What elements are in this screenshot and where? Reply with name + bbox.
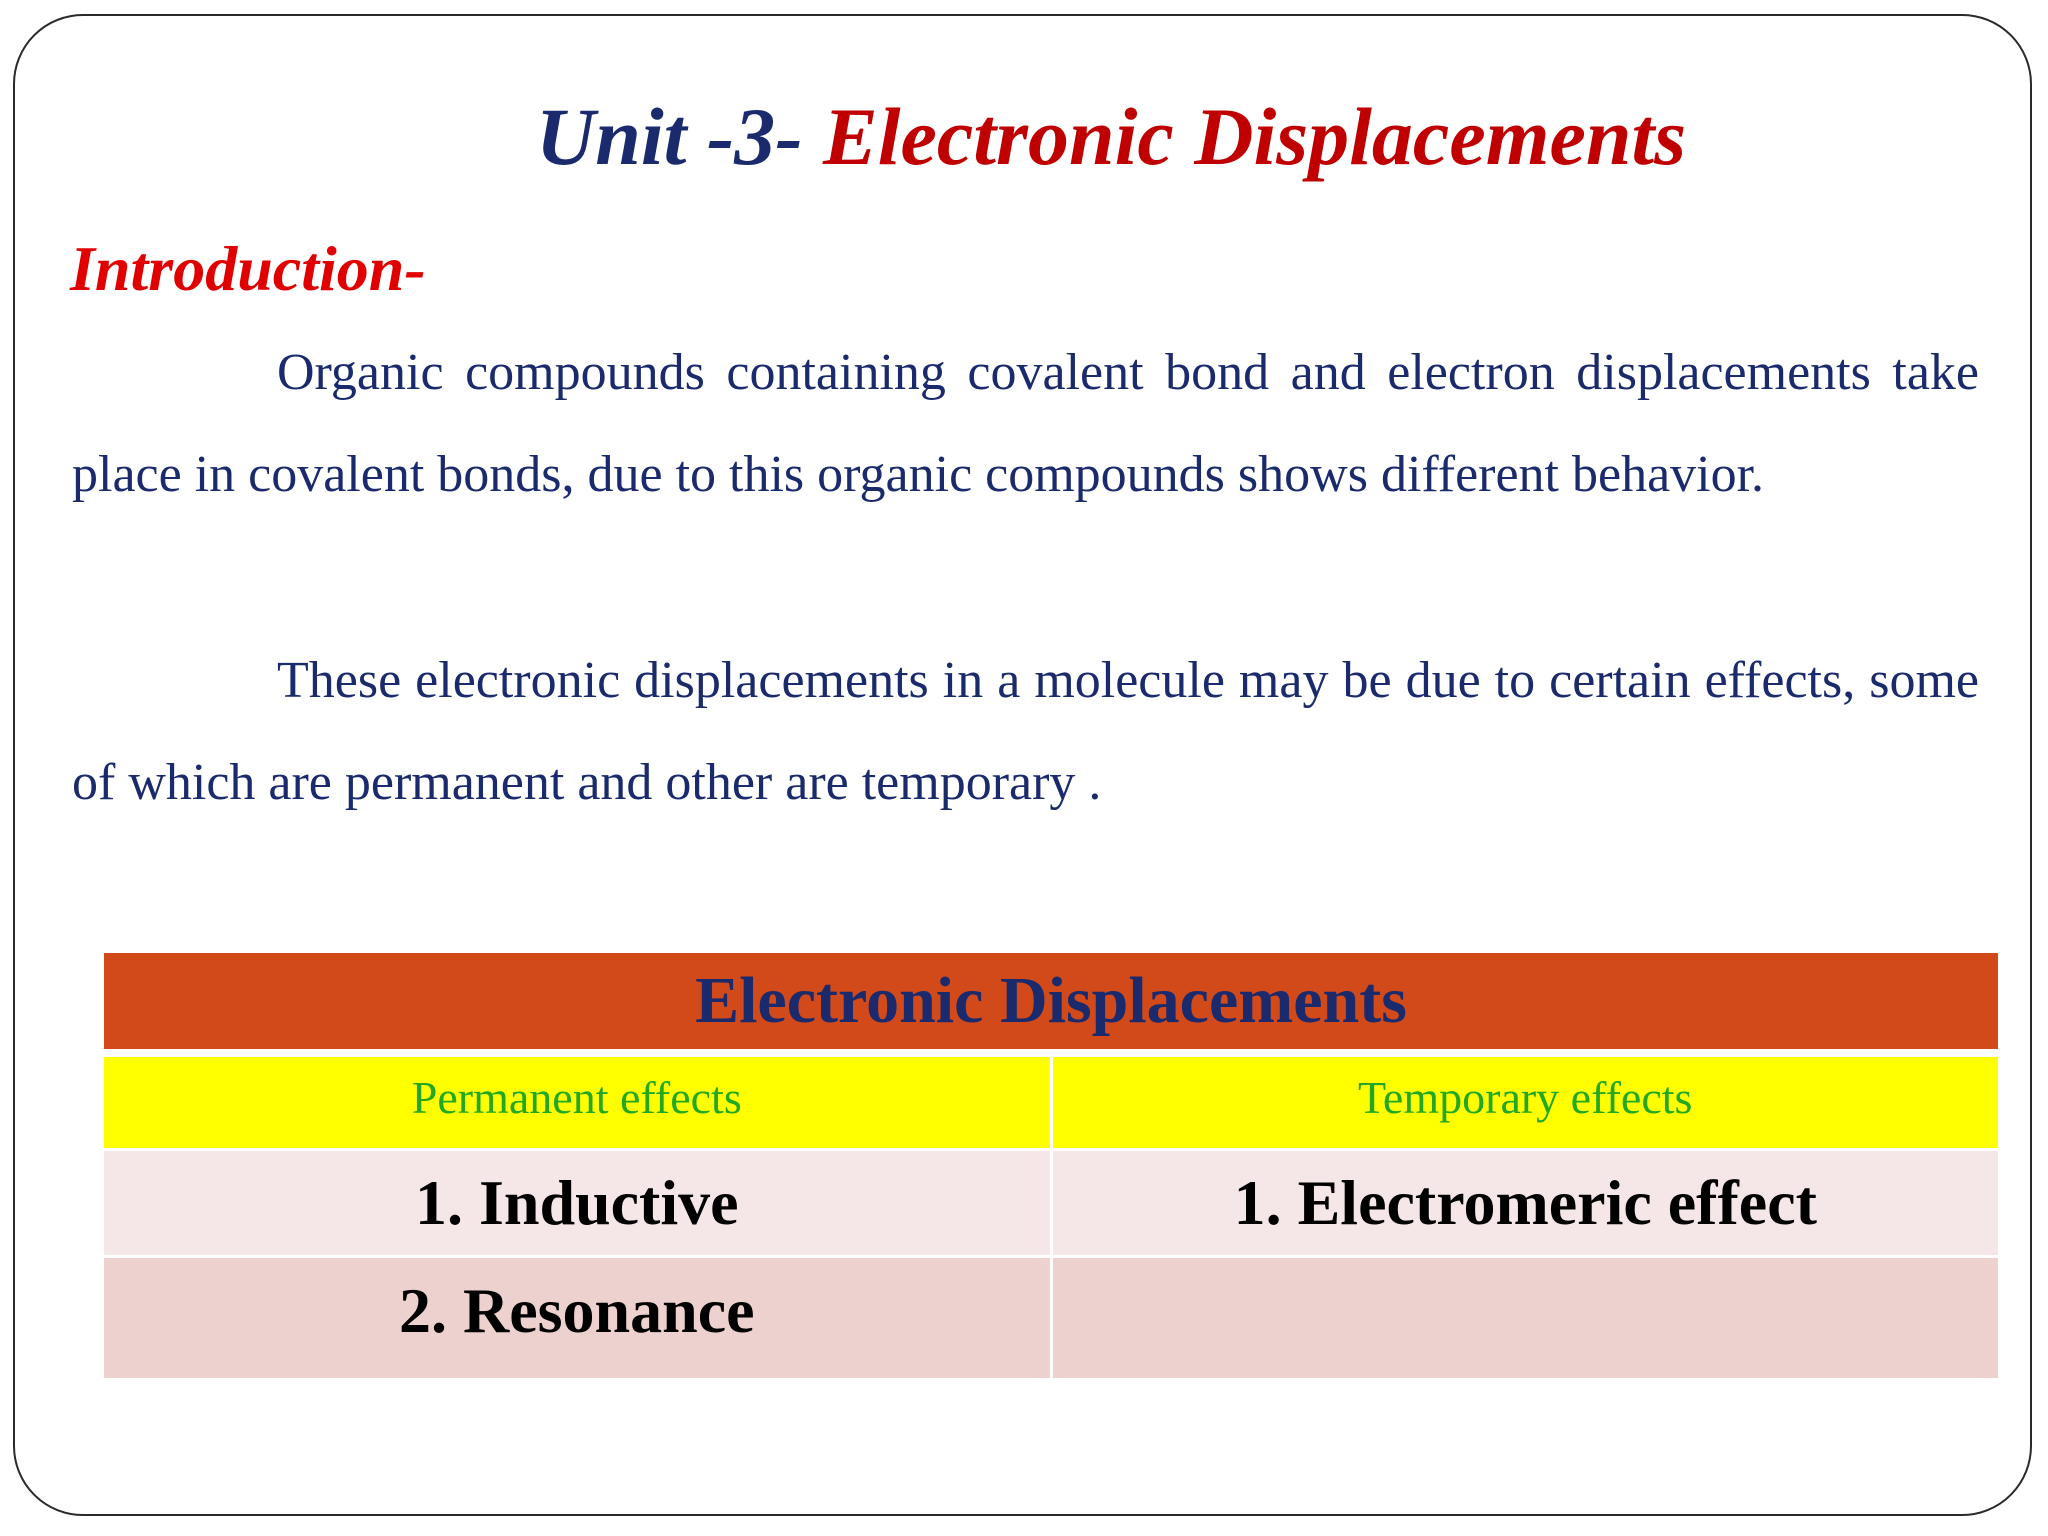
slide-title-topic: Electronic Displacements bbox=[802, 91, 1687, 182]
table-cell-electromeric: 1. Electromeric effect bbox=[1051, 1149, 1998, 1256]
table-cell-empty bbox=[1051, 1256, 1998, 1378]
table-header: Electronic Displacements bbox=[104, 953, 1998, 1053]
table-row bbox=[104, 1149, 1998, 1256]
table-cell-inductive: 1. Inductive bbox=[104, 1149, 1051, 1256]
intro-paragraph-1: Organic compounds containing covalent bond and electron displacements take place in covalent bonds, due to this organic compounds shows different behavior. bbox=[72, 344, 1979, 503]
table-cell-resonance: 2. Resonance bbox=[104, 1256, 1051, 1378]
column-permanent-effects: Permanent effects bbox=[104, 1053, 1051, 1149]
electronic-displacements-table bbox=[104, 953, 1998, 1378]
table-row bbox=[104, 1256, 1998, 1378]
intro-heading: Introduction- bbox=[70, 233, 426, 304]
slide-title bbox=[536, 90, 1836, 200]
slide-title-unit: Unit -3- bbox=[536, 91, 803, 182]
intro-paragraph-2: These electronic displacements in a molecule may be due to certain effects, some of which are permanent and other are temporary . bbox=[72, 652, 1979, 811]
column-temporary-effects: Temporary effects bbox=[1051, 1053, 1998, 1149]
